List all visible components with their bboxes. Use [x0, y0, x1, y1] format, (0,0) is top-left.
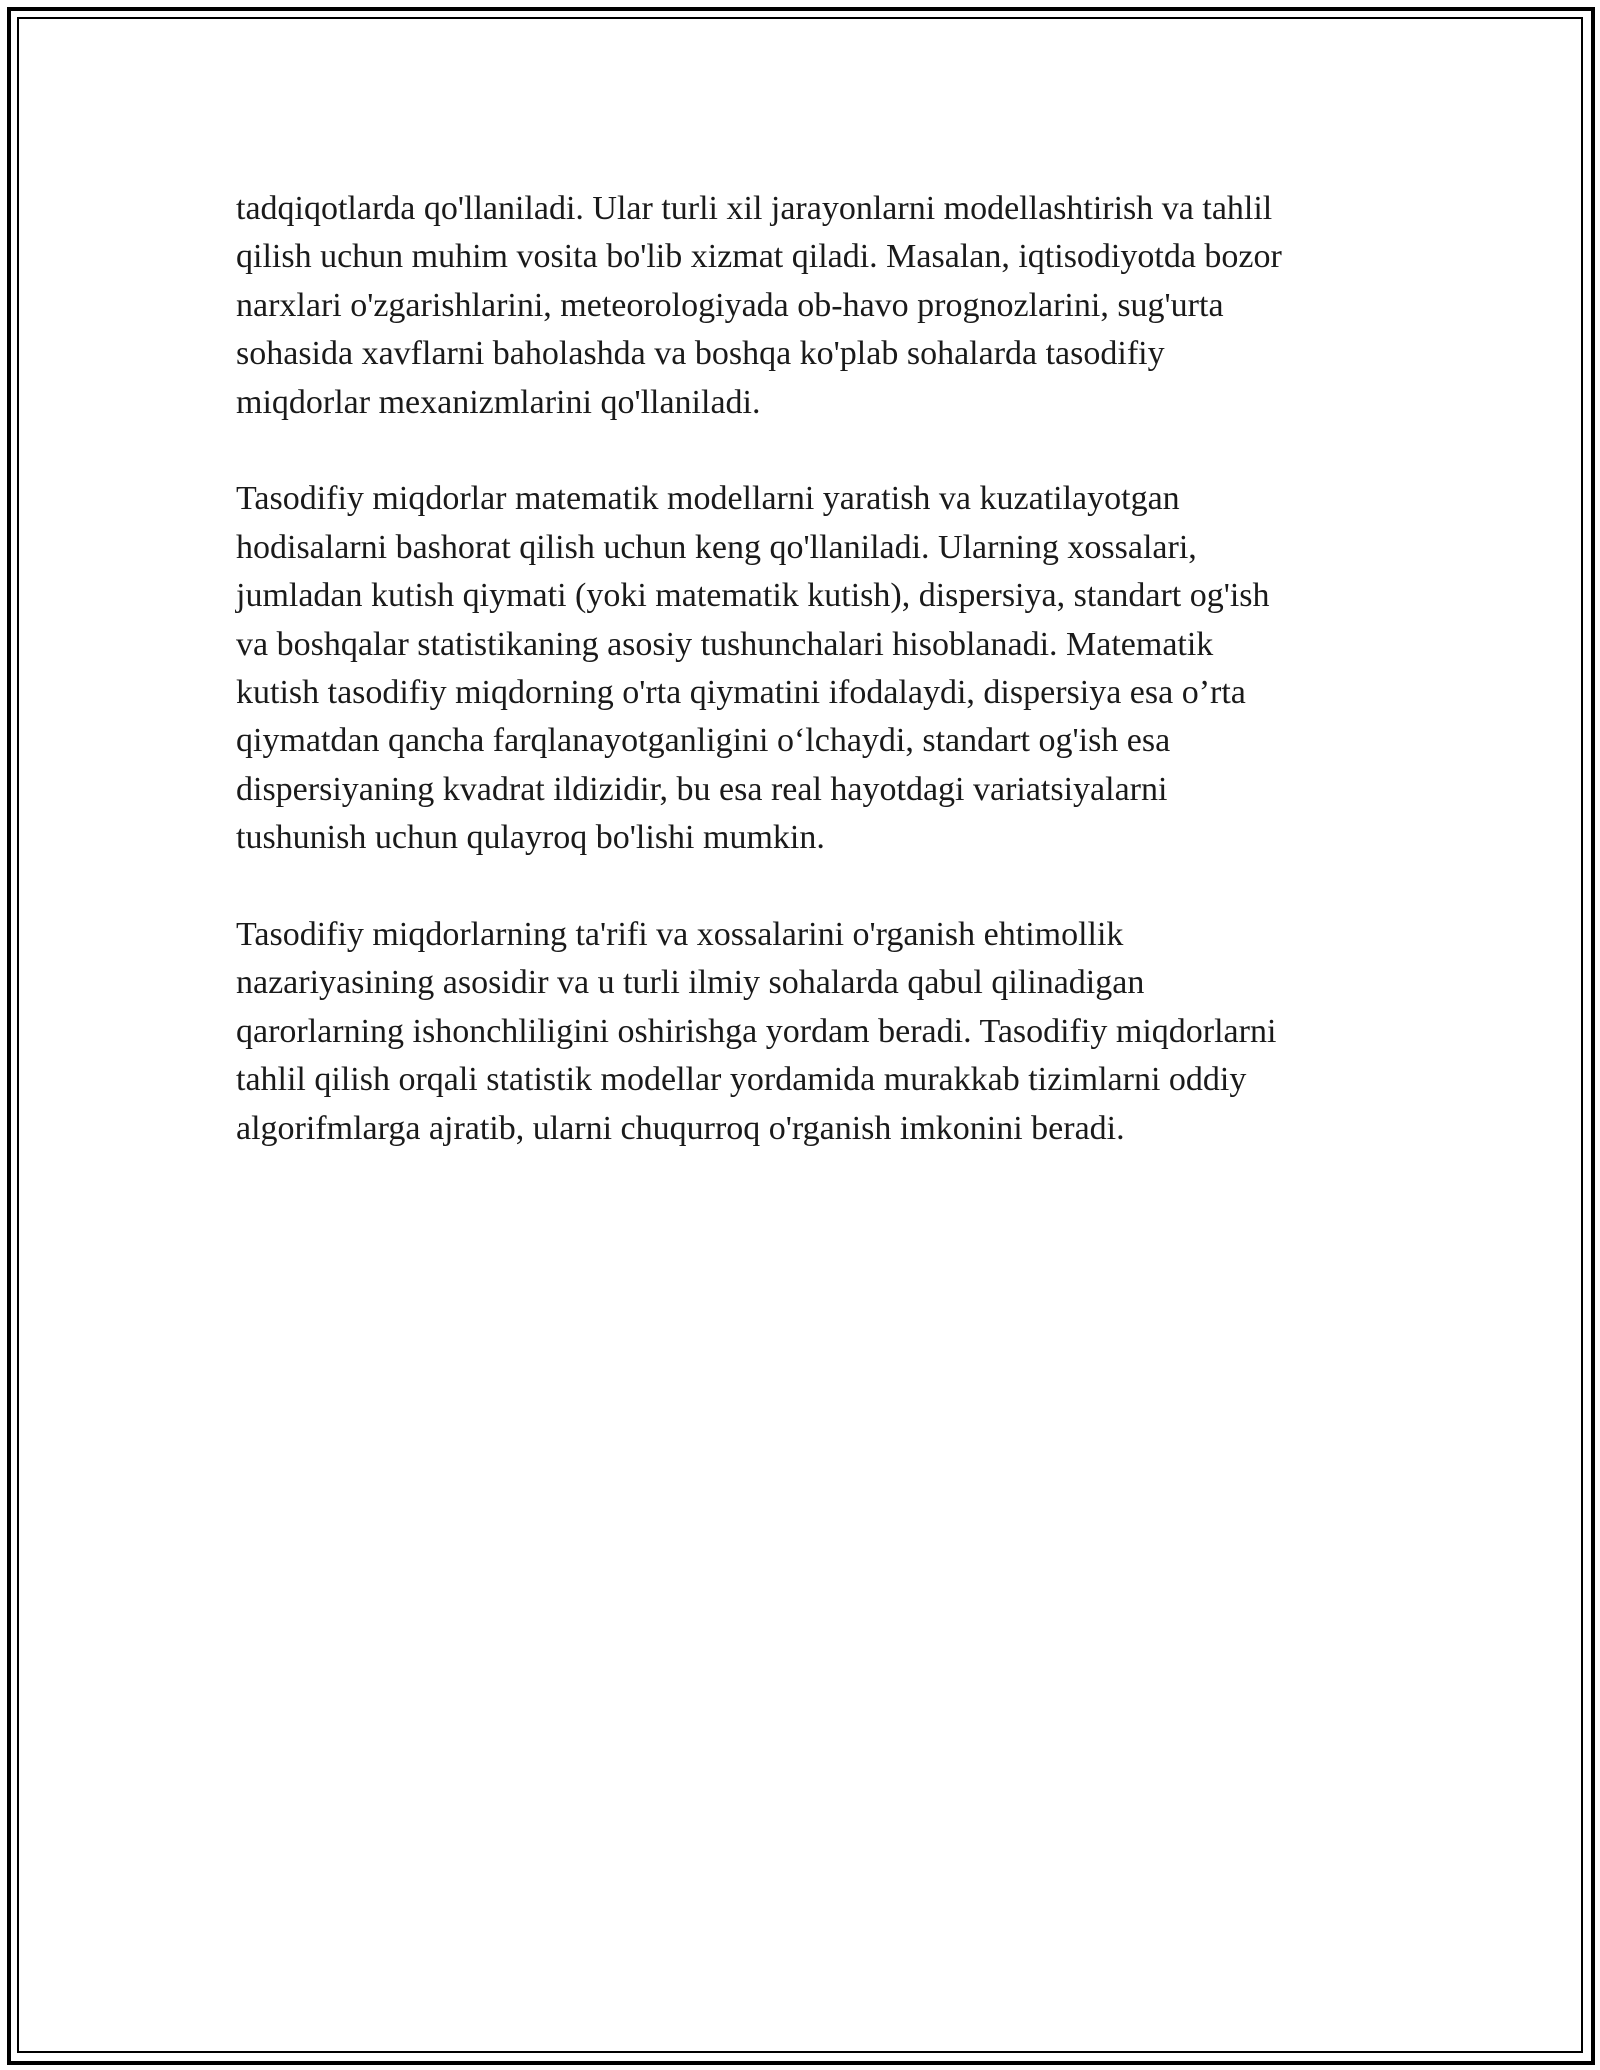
text-line: kutish tasodifiy miqdorning o'rta qiymatini ifodalaydi, dispersiya esa o’rta [236, 674, 1246, 712]
text-line: nazariyasining asosidir va u turli ilmiy sohalarda qabul qilinadigan [236, 964, 1145, 1002]
text-line: jumladan kutish qiymati (yoki matematik kutish), dispersiya, standart og'ish [236, 577, 1270, 615]
text-line: qiymatdan qancha farqlanayotganligini o‘lchaydi, standart og'ish esa [236, 722, 1171, 760]
text-line: algorifmlarga ajratib, ularni chuqurroq o'rganish imkonini beradi. [236, 1109, 1125, 1147]
text-line: miqdorlar mexanizmlarini qo'llaniladi. [236, 383, 761, 421]
paragraph-2 [236, 475, 1386, 862]
text-line: qilish uchun muhim vosita bo'lib xizmat qiladi. Masalan, iqtisodiyotda bozor [236, 238, 1282, 276]
text-line: Tasodifiy miqdorlarning ta'rifi va xossalarini o'rganish ehtimollik [236, 916, 1124, 954]
text-line: sohasida xavflarni baholashda va boshqa ko'plab sohalarda tasodifiy [236, 335, 1165, 373]
text-line: va boshqalar statistikaning asosiy tushunchalari hisoblanadi. Matematik [236, 625, 1214, 663]
text-line: hodisalarni bashorat qilish uchun keng qo'llaniladi. Ularning xossalari, [236, 528, 1197, 566]
text-line: narxlari o'zgarishlarini, meteorologiyada ob-havo prognozlarini, sug'urta [236, 286, 1224, 324]
text-line: tahlil qilish orqali statistik modellar yordamida murakkab tizimlarni oddiy [236, 1061, 1247, 1099]
text-line: tadqiqotlarda qo'llaniladi. Ular turli xil jarayonlarni modellashtirish va tahlil [236, 190, 1273, 227]
text-line: dispersiyaning kvadrat ildizidir, bu esa real hayotdagi variatsiyalarni [236, 770, 1168, 808]
text-line: qarorlarning ishonchliligini oshirishga yordam beradi. Tasodifiy miqdorlarni [236, 1012, 1277, 1050]
text-line: tushunish uchun qulayroq bo'lishi mumkin. [236, 819, 825, 857]
document-body [236, 185, 1386, 1201]
text-line: Tasodifiy miqdorlar matematik modellarni yaratish va kuzatilayotgan [236, 480, 1180, 518]
paragraph-3 [236, 911, 1386, 1153]
paragraph-1 [236, 185, 1386, 427]
